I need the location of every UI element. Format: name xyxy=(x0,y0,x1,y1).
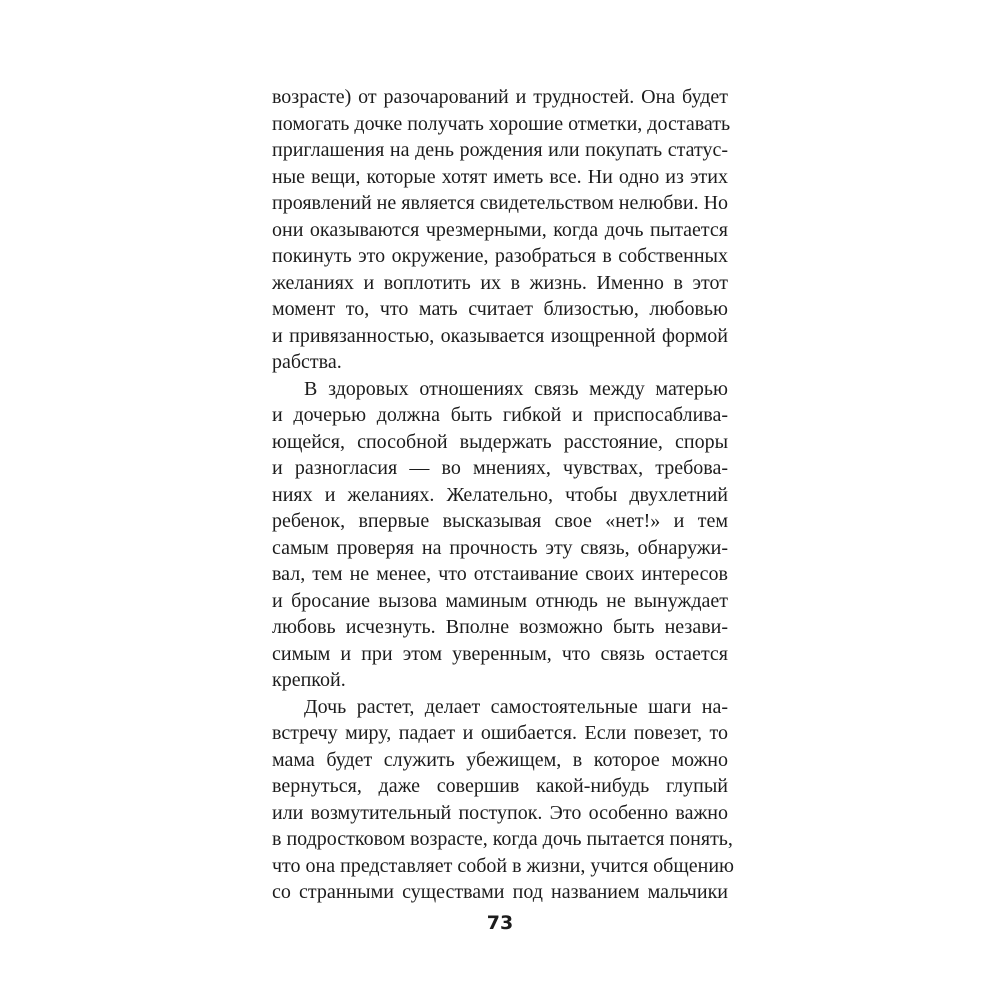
text-line: ниях и желаниях. Желательно, чтобы двухлетний xyxy=(272,483,728,506)
text-line: В здоровых отношениях связь между матерью xyxy=(304,377,728,400)
text-line: в подростковом возрасте, когда дочь пытается понять, xyxy=(272,828,733,850)
text-line: или возмутительный поступок. Это особенно важно xyxy=(272,801,728,824)
text-line: вал, тем не менее, что отстаивание своих интересов xyxy=(272,563,728,585)
text-line: симым и при этом уверенным, что связь остается xyxy=(272,642,728,665)
text-line: проявлений не является свидетельством нелюбви. Но xyxy=(272,192,729,214)
text-line: любовь исчезнуть. Вполне возможно быть незави- xyxy=(272,616,728,638)
text-line: рабства. xyxy=(272,351,342,373)
text-line: крепкой. xyxy=(272,669,346,691)
text-line: покинуть это окружение, разобраться в собственных xyxy=(272,245,728,267)
text-line: ющейся, способной выдержать расстояние, споры xyxy=(272,430,728,453)
text-line: вернуться, даже совершив какой-нибудь глупый xyxy=(272,775,728,797)
text-line: со странными существами под названием мальчики xyxy=(272,881,728,903)
text-line: ные вещи, которые хотят иметь все. Ни одно из этих xyxy=(272,165,728,188)
text-line: возрасте) от разочарований и трудностей. Она будет xyxy=(272,86,728,108)
paragraph xyxy=(272,84,731,376)
body-text xyxy=(272,84,734,906)
text-line: и привязанностью, оказывается изощренной формой xyxy=(272,324,728,347)
text-line: Дочь растет, делает самостоятельные шаги на- xyxy=(304,695,728,718)
text-line: помогать дочке получать хорошие отметки, доставать xyxy=(272,112,731,135)
paragraph xyxy=(272,694,734,906)
text-line: желаниях и воплотить их в жизнь. Именно в этот xyxy=(272,271,728,294)
text-line: мама будет служить убежищем, в которое можно xyxy=(272,748,728,771)
text-line: встречу миру, падает и ошибается. Если повезет, то xyxy=(272,722,728,744)
paragraph xyxy=(272,376,728,694)
text-line: и разногласия — во мнениях, чувствах, требова- xyxy=(272,457,728,479)
text-line: и дочерью должна быть гибкой и приспосаблива- xyxy=(272,404,728,426)
text-line: что она представляет собой в жизни, учится общению xyxy=(272,854,734,877)
text-line: и бросание вызова маминым отнюдь не вынуждает xyxy=(272,589,728,612)
text-line: момент то, что мать считает близостью, любовью xyxy=(272,298,728,320)
text-line: самым проверяя на прочность эту связь, обнаружи- xyxy=(272,536,728,559)
text-line: они оказываются чрезмерными, когда дочь пытается xyxy=(272,218,728,241)
text-line: приглашения на день рождения или покупать статус- xyxy=(272,139,728,161)
text-line: ребенок, впервые высказывая свое «нет!» и тем xyxy=(272,510,728,532)
page-number: 73 xyxy=(486,912,514,934)
